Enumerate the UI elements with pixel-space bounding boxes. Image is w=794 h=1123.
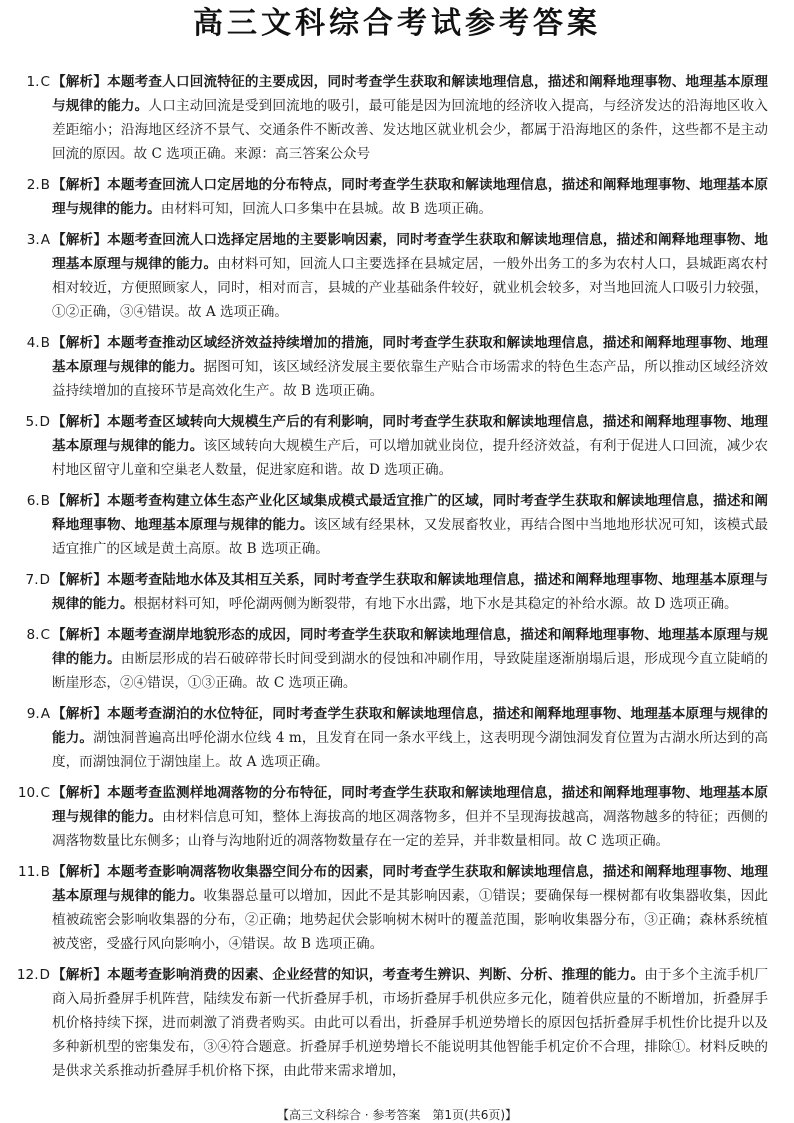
answer-item: [0, 410, 768, 482]
answer-item: [0, 860, 768, 956]
analysis-text: 由于多个主流手机厂商入局折叠屏手机阵营，陆续发布新一代折叠屏手机，市场折叠屏手机供应多元化，随着供应量的不断增加，折叠屏手机价格持续下探，进而刺激了消费者购买。由此可以看出，折叠屏手机逆势增长的原因包括折叠屏手机性价比提升以及多种新机型的密集发布，③④符合题意。折叠屏手机逆势增长不能说明其他智能手机定价不合理，排除①。材料反映的是供求关系推动折叠屏手机价格下探，由此带来需求增加，: [52, 967, 769, 1079]
analysis-tag: 【解析】: [52, 627, 108, 643]
page-footer: 【高三文科综合 · 参考答案 第1页(共6页)】: [276, 1108, 518, 1122]
answer-letter: C: [40, 74, 50, 90]
analysis-tag: 【解析】: [52, 864, 108, 880]
answer-item: [0, 228, 768, 324]
answer-item: [0, 331, 768, 403]
question-number: 4.: [26, 335, 40, 351]
analysis-lead: 本题考查监测样地凋落物的分布特征，同时考查学生获取和解读地理信息，描述和阐释地理事物、地理基本原理与规律的能力。: [52, 785, 768, 825]
answer-body: [52, 228, 768, 324]
analysis-text: 由断层形成的岩石破碎带长时间受到湖水的侵蚀和冲刷作用，导致陡崖逐渐崩塌后退，形成现今直立陡峭的断崖形态，②④错误，①③正确。故 C 选项正确。: [52, 651, 769, 691]
analysis-lead: 本题考查陆地水体及其相互关系，同时考查学生获取和解读地理信息，描述和阐释地理事物、地理基本原理与规律的能力。: [52, 572, 768, 612]
question-number: 2.: [26, 177, 40, 193]
answer-list: [0, 70, 794, 1090]
analysis-text: 该区域转向大规模生产后，可以增加就业岗位，提升经济效益，有利于促进人口回流，减少农村地区留守儿童和空巢老人数量，促进家庭和谐。故 D 选项正确。: [52, 438, 768, 478]
question-number: 8.: [26, 627, 40, 643]
analysis-text: 由材料可知，回流人口多集中在县城。故 B 选项正确。: [160, 201, 493, 217]
analysis-tag: 【解析】: [52, 706, 108, 722]
analysis-tag: 【解析】: [52, 493, 108, 509]
answer-number: [0, 173, 50, 197]
analysis-tag: 【解析】: [52, 414, 108, 430]
analysis-text: 由材料信息可知，整体上海拔高的地区凋落物多，但并不呈现海拔越高，凋落物越多的特征；西侧的凋落物数量比东侧多；山脊与沟地附近的凋落物数量存在一定的差异，并非数量相同。故 C 选项正确。: [52, 809, 769, 849]
answer-body: [52, 70, 768, 166]
analysis-text: 收集器总量可以增加，因此不是其影响因素，①错误；要确保每一棵树都有收集器收集，因此植被疏密会影响收集器的分布，②正确；地势起伏会影响树木树叶的覆盖范围，影响收集器分布，③正确；森林系统植被茂密，受盛行风向影响小，④错误。故 B 选项正确。: [52, 888, 768, 952]
analysis-text: 湖蚀洞普遍高出呼伦湖水位线 4 m，且发育在同一条水平线上，这表明现今湖蚀洞发育位置为古湖水所达到的高度，而湖蚀洞位于湖蚀崖上。故 A 选项正确。: [52, 730, 768, 770]
analysis-lead: 本题考查回流人口定居地的分布特点，同时考查学生获取和解读地理信息，描述和阐释地理事物、地理基本原理与规律的能力。: [52, 177, 768, 217]
answer-body: [52, 623, 768, 695]
answer-number: [0, 70, 50, 94]
question-number: 3.: [26, 232, 40, 248]
answer-number: [0, 781, 50, 805]
answer-body: [52, 781, 768, 853]
question-number: 11.: [18, 864, 40, 880]
analysis-tag: 【解析】: [52, 572, 108, 588]
analysis-text: 根据材料可知，呼伦湖两侧为断裂带，有地下水出露，地下水是其稳定的补给水源。故 D 选项正确。: [133, 596, 738, 612]
answer-item: [0, 623, 768, 695]
answer-letter: D: [39, 572, 50, 588]
answer-letter: D: [39, 414, 50, 430]
answer-body: [52, 568, 768, 616]
answer-item: [0, 173, 768, 221]
analysis-lead: 本题考查区域转向大规模生产后的有利影响，同时考查学生获取和解读地理信息，描述和阐释地理事物、地理基本原理与规律的能力。: [52, 414, 768, 454]
question-number: 7.: [25, 572, 39, 588]
answer-letter: B: [40, 177, 50, 193]
question-number: 1.: [26, 74, 40, 90]
answer-number: [0, 702, 50, 726]
answer-number: [0, 410, 50, 434]
analysis-lead: 本题考查推动区域经济效益持续增加的措施，同时考查学生获取和解读地理信息，描述和阐释地理事物、地理基本原理与规律的能力。: [52, 335, 768, 375]
analysis-lead: 本题考查影响消费的因素、企业经营的知识，考查考生辨识、判断、分析、推理的能力。: [107, 967, 645, 983]
analysis-text: 人口主动回流是受到回流地的吸引，最可能是因为回流地的经济收入提高，与经济发达的沿海地区收入差距缩小；沿海地区经济不景气、交通条件不断改善、发达地区就业机会少，都属于沿海地区的条件，这些都不是主动回流的原因。故 C 选项正确。来源：高三答案公众号: [52, 98, 769, 162]
analysis-text: 由材料可知，回流人口主要选择在县城定居，一般外出务工的多为农村人口，县城距离农村相对较近，方便照顾家人，同时，相对而言，县城的产业基础条件较好，就业机会较多，对当地回流人口吸引力较强，①②正确，③④错误。故 A 选项正确。: [52, 256, 769, 320]
answer-number: [0, 963, 50, 987]
analysis-lead: 本题考查构建立体生态产业化区域集成模式最适宜推广的区域，同时考查学生获取和解读地理信息，描述和阐释地理事物、地理基本原理与规律的能力。: [52, 493, 768, 533]
analysis-tag: 【解析】: [52, 74, 108, 90]
analysis-text: 据图可知，该区域经济发展主要依靠生产贴合市场需求的特色生态产品，所以推动区域经济效益持续增加的直接环节是高效化生产。故 B 选项正确。: [52, 359, 768, 399]
analysis-lead: 本题考查湖岸地貌形态的成因，同时考查学生获取和解读地理信息，描述和阐释地理事物、地理基本原理与规律的能力。: [52, 627, 768, 667]
answer-body: [52, 173, 768, 221]
answer-item: [0, 781, 768, 853]
analysis-tag: 【解析】: [52, 232, 108, 248]
question-number: 9.: [26, 706, 40, 722]
answer-letter: A: [40, 232, 50, 248]
answer-letter: B: [40, 864, 50, 880]
answer-letter: C: [40, 627, 50, 643]
analysis-text: 该区域有经果林，又发展畜牧业，再结合图中当地地形状况可知，该模式最适宜推广的区域是黄土高原。故 B 选项正确。: [52, 517, 769, 557]
answer-body: [52, 410, 768, 482]
answer-number: [0, 228, 50, 252]
answer-number: [0, 568, 50, 592]
answer-number: [0, 489, 50, 513]
answer-body: [52, 860, 768, 956]
answer-body: [52, 963, 768, 1083]
question-number: 5.: [25, 414, 39, 430]
answer-letter: D: [39, 967, 50, 983]
analysis-lead: 本题考查湖泊的水位特征，同时考查学生获取和解读地理信息，描述和阐释地理事物、地理基本原理与规律的能力。: [52, 706, 768, 746]
analysis-lead: 本题考查回流人口选择定居地的主要影响因素，同时考查学生获取和解读地理信息，描述和阐释地理事物、地理基本原理与规律的能力。: [52, 232, 768, 272]
answer-body: [52, 489, 768, 561]
answer-body: [52, 331, 768, 403]
answer-letter: A: [40, 706, 50, 722]
answer-letter: B: [40, 335, 50, 351]
answer-item: [0, 963, 768, 1083]
answer-item: [0, 568, 768, 616]
answer-item: [0, 702, 768, 774]
answer-body: [52, 702, 768, 774]
answer-letter: C: [40, 785, 50, 801]
answer-item: [0, 70, 768, 166]
answer-number: [0, 331, 50, 355]
question-number: 6.: [26, 493, 40, 509]
answer-item: [0, 489, 768, 561]
answer-letter: B: [40, 493, 50, 509]
analysis-tag: 【解析】: [52, 177, 108, 193]
question-number: 12.: [16, 967, 39, 983]
answer-number: [0, 623, 50, 647]
answer-number: [0, 860, 50, 884]
analysis-tag: 【解析】: [52, 335, 108, 351]
analysis-lead: 本题考查影响凋落物收集器空间分布的因素，同时考查学生获取和解读地理信息，描述和阐释地理事物、地理基本原理与规律的能力。: [52, 864, 768, 904]
analysis-lead: 本题考查人口回流特征的主要成因，同时考查学生获取和解读地理信息，描述和阐释地理事物、地理基本原理与规律的能力。: [52, 74, 768, 114]
analysis-tag: 【解析】: [52, 967, 108, 983]
question-number: 10.: [17, 785, 40, 801]
analysis-tag: 【解析】: [52, 785, 108, 801]
page-title: 高三文科综合考试参考答案: [193, 6, 601, 41]
